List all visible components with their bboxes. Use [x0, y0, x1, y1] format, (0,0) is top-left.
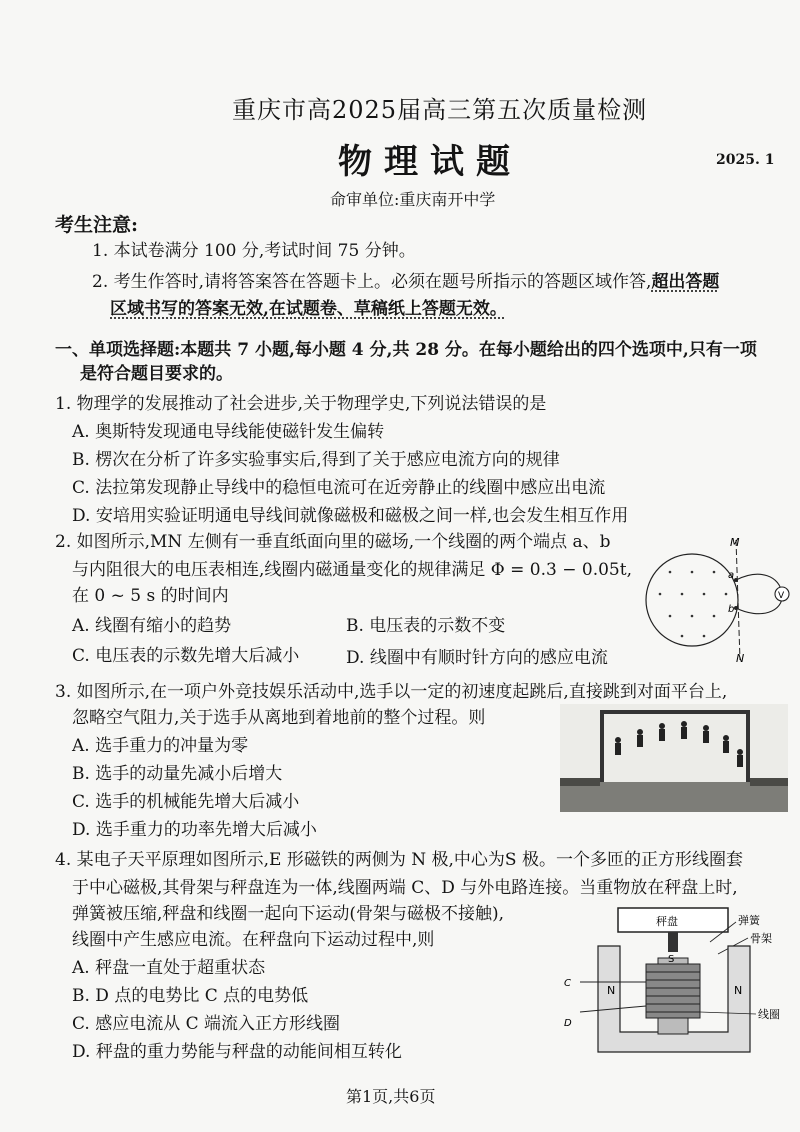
q3-option-b: B. 选手的动量先减小后增大 [72, 764, 283, 784]
q1-option-a: A. 奥斯特发现通电导线能使磁针发生偏转 [72, 422, 385, 442]
setter-unit: 命审单位:重庆南开中学 [330, 190, 496, 209]
right-platform [750, 778, 788, 786]
q2-stem-line: 与内阻很大的电压表相连,线圈内磁通量变化的规律满足 Φ = 0.3 − 0.05t, [72, 560, 632, 580]
q4-option-a: A. 秤盘一直处于超重状态 [72, 958, 266, 978]
label-m: M [730, 536, 740, 549]
q2-stem-line: 在 0 ~ 5 s 的时间内 [72, 586, 229, 606]
exam-title: 重庆市高2025届高三第五次质量检测 [232, 96, 648, 124]
q4-option-c: C. 感应电流从 C 端流入正方形线圈 [72, 1014, 341, 1034]
label-n-left: N [607, 984, 616, 997]
q4-electronic-balance-figure [560, 902, 790, 1066]
q4-option-b: B. D 点的电势比 C 点的电势低 [72, 986, 309, 1006]
q4-stem-line: 4. 某电子天平原理如图所示,E 形磁铁的两侧为 N 极,中心为S 极。一个多匝的正方形线圈套 [55, 850, 743, 870]
q2-magnetic-field-figure [640, 532, 795, 667]
field-dots [659, 571, 728, 638]
left-platform [560, 778, 600, 786]
q2-option-b: B. 电压表的示数不变 [346, 616, 506, 636]
label-pan: 秤盘 [656, 915, 678, 928]
subject-title: 物理试题 [338, 142, 522, 182]
q4-stem-line: 于中心磁极,其骨架与秤盘连为一体,线圈两端 C、D 与外电路连接。当重物放在秤盘上时, [72, 878, 738, 898]
q1-stem: 1. 物理学的发展推动了社会进步,关于物理学史,下列说法错误的是 [55, 394, 547, 414]
support-rod [668, 932, 678, 952]
label-b: b [728, 604, 735, 615]
q2-option-a: A. 线圈有缩小的趋势 [72, 616, 232, 636]
q3-stem-line: 3. 如图所示,在一项户外竞技娱乐活动中,选手以一定的初速度起跳后,直接跳到对面平台上, [55, 682, 728, 702]
q2-option-d: D. 线圈中有顺时针方向的感应电流 [346, 648, 608, 668]
q4-stem-line: 线圈中产生感应电流。在秤盘向下运动过程中,则 [72, 930, 435, 950]
q4-stem-line: 弹簧被压缩,秤盘和线圈一起向下运动(骨架与磁极不接触), [72, 904, 505, 924]
notice-emphasis: 超出答题 [651, 272, 720, 292]
label-spring: 弹簧 [738, 914, 760, 927]
q1-option-c: C. 法拉第发现静止导线中的稳恒电流可在近旁静止的线圈中感应出电流 [72, 478, 606, 498]
label-d: D [564, 1018, 572, 1029]
label-s: S [668, 954, 675, 965]
label-coil: 线圈 [758, 1008, 780, 1021]
coil-windings [646, 964, 700, 1018]
q2-stem-line: 2. 如图所示,MN 左侧有一垂直纸面向里的磁场,一个线圈的两个端点 a、b [55, 532, 611, 552]
section-heading: 一、单项选择题:本题共 7 小题,每小题 4 分,共 28 分。在每小题给出的四个选项中,只有一项 [55, 340, 757, 360]
section-heading-cont: 是符合题目要求的。 [80, 364, 233, 384]
q4-option-d: D. 秤盘的重力势能与秤盘的动能间相互转化 [72, 1042, 402, 1062]
q3-stem-line: 忽略空气阻力,关于选手从离地到着地前的整个过程。则 [72, 708, 486, 728]
q3-option-c: C. 选手的机械能先增大后减小 [72, 792, 300, 812]
label-n-right: N [734, 984, 743, 997]
notice-item: 2. 考生作答时,请将答案答在答题卡上。必须在题号所指示的答题区域作答,超出答题 [92, 272, 720, 292]
label-n: N [736, 652, 745, 665]
voltmeter-label: V [778, 591, 785, 601]
coil-loop [646, 554, 738, 646]
q2-option-c: C. 电压表的示数先增大后减小 [72, 646, 300, 666]
label-c: C [564, 978, 571, 989]
q3-jump-photo [560, 704, 788, 812]
notice-item: 1. 本试卷满分 100 分,考试时间 75 分钟。 [92, 241, 416, 261]
notice-item: 区域书写的答案无效,在试题卷、草稿纸上答题无效。 [110, 299, 507, 319]
q3-option-d: D. 选手重力的功率先增大后减小 [72, 820, 317, 840]
label-a: a [728, 570, 735, 581]
label-frame: 骨架 [750, 932, 772, 945]
notice-heading: 考生注意: [55, 214, 139, 236]
page-number: 第1页,共6页 [346, 1087, 436, 1106]
exam-date: 2025. 1 [716, 152, 775, 168]
frame-beam [600, 710, 750, 714]
q1-option-b: B. 楞次在分析了许多实验事实后,得到了关于感应电流方向的规律 [72, 450, 560, 470]
q1-option-d: D. 安培用实验证明通电导线间就像磁极和磁极之间一样,也会发生相互作用 [72, 506, 629, 526]
water-pool [560, 782, 788, 812]
q3-option-a: A. 选手重力的冲量为零 [72, 736, 249, 756]
